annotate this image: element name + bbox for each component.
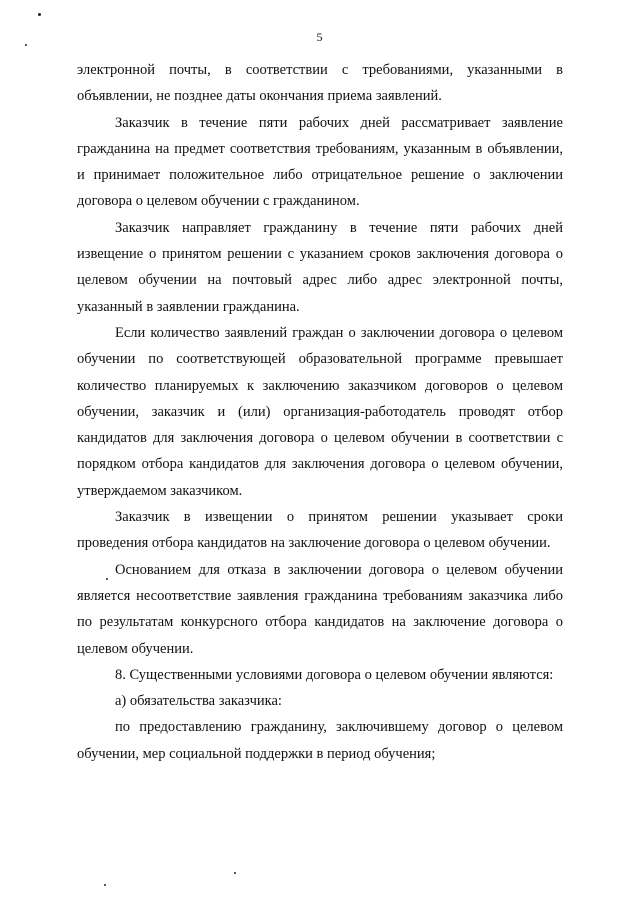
paragraph: Заказчик в течение пяти рабочих дней рассматривает заявление гражданина на предмет соответствия требованиям, указанным в объявлении, и принимает положительное либо отрицательное решение о заключении договора о целевом обучении с гражданином.: [77, 114, 563, 210]
document-body: [77, 57, 563, 767]
paragraph: Заказчик направляет гражданину в течение пяти рабочих дней извещение о принятом решении с указанием сроков заключения договора о целевом обучении на почтовый адрес либо адрес электронной почты, указанный в заявлении гражданина.: [77, 219, 563, 315]
page-number: 5: [316, 30, 323, 44]
scan-speck: [234, 872, 236, 874]
paragraph: Заказчик в извещении о принятом решении указывает сроки проведения отбора кандидатов на заключение договора о целевом обучении.: [77, 509, 563, 552]
paragraph: 8. Существенными условиями договора о целевом обучении являются:: [115, 666, 554, 683]
paragraph: Основанием для отказа в заключении договора о целевом обучении является несоответствие заявления гражданина требованиям заказчика либо по результатам конкурсного отбора кандидатов на заключение договора о целевом обучении.: [77, 561, 563, 657]
scan-speck: [104, 884, 106, 886]
paragraph: Если количество заявлений граждан о заключении договора о целевом обучении по соответствующей образовательной программе превышает количество планируемых к заключению заказчиком договоров о целевом обучении, заказчик и (или) организация-работодатель проводят отбор кандидатов для заключения договора о целевом обучении в соответствии с порядком отбора кандидатов для заключения договора о целевом обучении, утверждаемом заказчиком.: [77, 324, 563, 499]
paragraph: а) обязательства заказчика:: [115, 693, 282, 710]
paragraph: по предоставлению гражданину, заключившему договор о целевом обучении, мер социальной поддержки в период обучения;: [77, 719, 563, 762]
paragraph: электронной почты, в соответствии с требованиями, указанными в объявлении, не позднее даты окончания приема заявлений.: [77, 62, 563, 105]
scan-speck: [25, 44, 27, 46]
scan-speck: [38, 13, 41, 16]
